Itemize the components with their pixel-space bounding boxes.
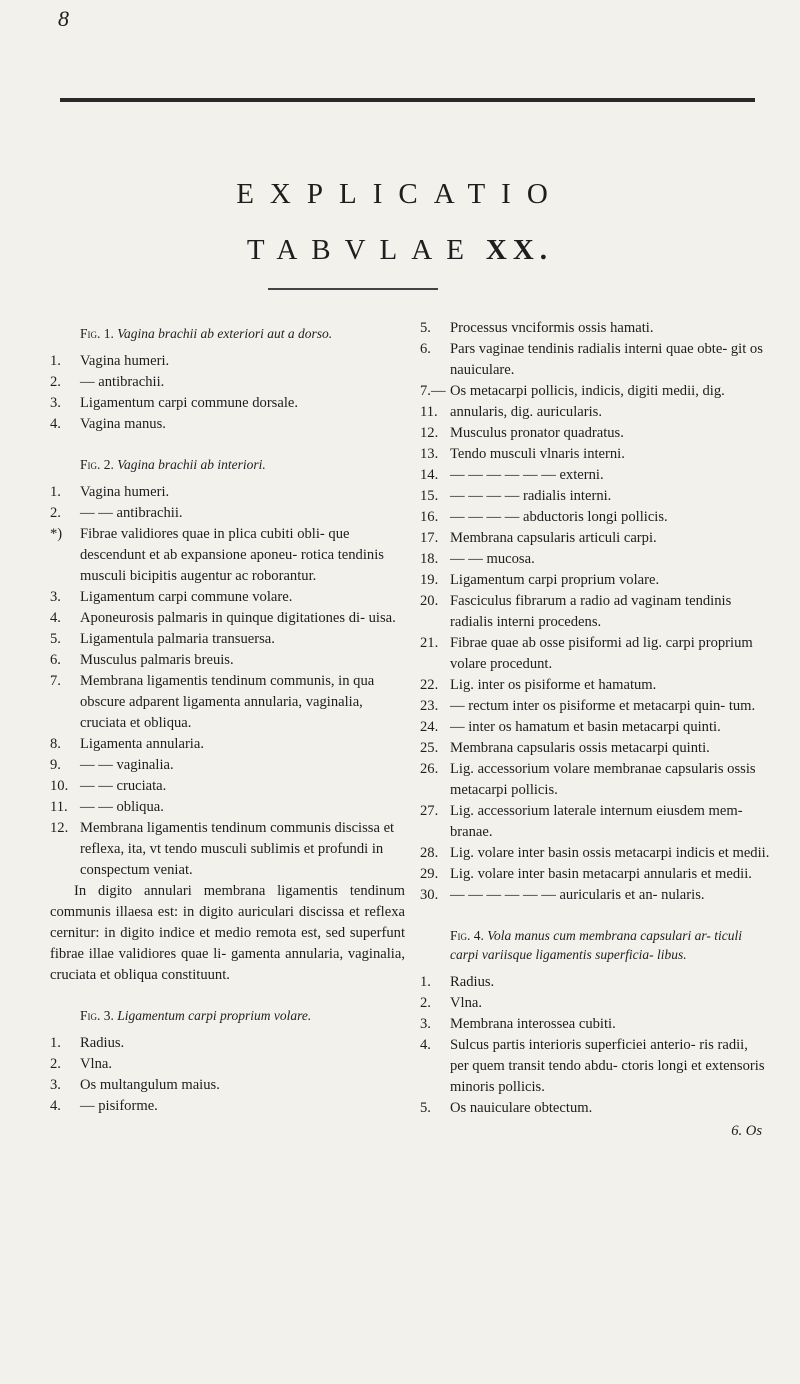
item-text: Ligamentum carpi commune dorsale. bbox=[80, 395, 299, 411]
item-number: 4. bbox=[50, 416, 61, 432]
item-number: 5. bbox=[420, 320, 431, 336]
list-item bbox=[50, 1033, 405, 1054]
item-number: 14. bbox=[420, 467, 439, 483]
list-item bbox=[50, 414, 405, 435]
list-item bbox=[50, 818, 405, 881]
item-number: 20. bbox=[420, 593, 439, 609]
list-item bbox=[50, 587, 405, 608]
item-text: — pisiforme. bbox=[80, 1098, 158, 1114]
item-number: 12. bbox=[50, 820, 69, 836]
title-word: TABVLAE bbox=[246, 234, 478, 266]
item-number: 23. bbox=[420, 698, 439, 714]
item-number: 1. bbox=[420, 974, 431, 990]
item-text: Musculus palmaris breuis. bbox=[80, 652, 234, 668]
item-text: Vlna. bbox=[80, 1056, 113, 1072]
item-text: — — vaginalia. bbox=[80, 757, 174, 773]
list-item bbox=[420, 570, 770, 591]
fig1-label: Fig. 1. bbox=[80, 326, 114, 341]
item-number: 6. bbox=[50, 652, 61, 668]
list-item bbox=[50, 671, 405, 734]
fig3-label: Fig. 3. bbox=[80, 1008, 114, 1023]
fig4-caption: Vola manus cum membrana capsulari ar- ticuli carpi variisque ligamentis superficia- libus. bbox=[450, 928, 742, 962]
item-text: — — — — — — externi. bbox=[450, 467, 604, 483]
item-text: Lig. accessorium volare membranae capsularis ossis metacarpi pollicis. bbox=[450, 761, 756, 798]
item-number: 13. bbox=[420, 446, 439, 462]
fig3-list bbox=[50, 1033, 405, 1117]
item-text: Ligamentum carpi commune volare. bbox=[80, 589, 293, 605]
fig3-caption: Ligamentum carpi proprium volare. bbox=[117, 1008, 312, 1023]
item-text: Ligamenta annularia. bbox=[80, 736, 204, 752]
item-text: Membrana ligamentis tendinum communis discissa et reflexa, ita, vt tendo musculi sublimis et profundi in conspectum veniat. bbox=[80, 820, 395, 878]
catchword: 6. Os bbox=[731, 1123, 762, 1139]
item-number: 15. bbox=[420, 488, 439, 504]
list-item bbox=[420, 885, 770, 906]
item-text: Membrana capsularis ossis metacarpi quinti. bbox=[450, 740, 710, 756]
item-text: — — mucosa. bbox=[450, 551, 535, 567]
list-item bbox=[420, 318, 770, 339]
list-item bbox=[420, 972, 770, 993]
list-item bbox=[50, 393, 405, 414]
list-item bbox=[50, 372, 405, 393]
fig4-heading bbox=[450, 926, 770, 964]
item-number: 1. bbox=[50, 1035, 61, 1051]
item-number: 4. bbox=[420, 1037, 431, 1053]
list-item bbox=[50, 629, 405, 650]
item-text: — antibrachii. bbox=[80, 374, 165, 390]
item-text: Vagina humeri. bbox=[80, 484, 170, 500]
item-text: — — obliqua. bbox=[80, 799, 164, 815]
list-item bbox=[420, 1098, 770, 1119]
item-text: — rectum inter os pisiforme et metacarpi quin- tum. bbox=[450, 698, 756, 714]
item-number: 1. bbox=[50, 484, 61, 500]
list-item bbox=[420, 465, 770, 486]
list-item bbox=[420, 759, 770, 801]
item-text: Lig. volare inter basin ossis metacarpi indicis et medii. bbox=[450, 845, 770, 861]
item-number: 3. bbox=[50, 589, 61, 605]
item-number: 4. bbox=[50, 610, 61, 626]
list-item bbox=[50, 608, 405, 629]
item-number: 1. bbox=[50, 353, 61, 369]
item-text: Vagina humeri. bbox=[80, 353, 170, 369]
item-number: 9. bbox=[50, 757, 61, 773]
list-item bbox=[420, 696, 770, 717]
list-item bbox=[50, 797, 405, 818]
item-text: Pars vaginae tendinis radialis interni quae obte- git os nauiculare. bbox=[450, 341, 763, 378]
item-number: 25. bbox=[420, 740, 439, 756]
list-item bbox=[50, 351, 405, 372]
fig2-label: Fig. 2. bbox=[80, 457, 114, 472]
item-text: Membrana ligamentis tendinum communis, in qua obscure adparent ligamenta annularia, vaginalia, cruciata et obliqua. bbox=[80, 673, 375, 731]
item-text: Vlna. bbox=[450, 995, 483, 1011]
item-text: — — — — radialis interni. bbox=[450, 488, 612, 504]
item-text: Radius. bbox=[450, 974, 495, 990]
fig2-list bbox=[50, 482, 405, 881]
item-text: — — — — — — auricularis et an- nularis. bbox=[450, 887, 705, 903]
list-item bbox=[420, 717, 770, 738]
item-number: 28. bbox=[420, 845, 439, 861]
top-rule bbox=[60, 98, 755, 102]
item-number: 26. bbox=[420, 761, 439, 777]
item-text: — — antibrachii. bbox=[80, 505, 183, 521]
fig2-caption: Vagina brachii ab interiori. bbox=[117, 457, 266, 472]
item-number: 5. bbox=[50, 631, 61, 647]
list-item bbox=[420, 549, 770, 570]
item-number: 24. bbox=[420, 719, 439, 735]
item-number: 6. bbox=[420, 341, 431, 357]
list-item bbox=[420, 381, 770, 423]
item-text: Lig. volare inter basin metacarpi annularis et medii. bbox=[450, 866, 752, 882]
list-item bbox=[420, 444, 770, 465]
item-number: 21. bbox=[420, 635, 439, 651]
list-item bbox=[50, 734, 405, 755]
list-item bbox=[420, 738, 770, 759]
list-item bbox=[420, 528, 770, 549]
item-number: 27. bbox=[420, 803, 439, 819]
item-number: 16. bbox=[420, 509, 439, 525]
item-number: 3. bbox=[50, 1077, 61, 1093]
item-text: Fasciculus fibrarum a radio ad vaginam tendinis radialis interni procedens. bbox=[450, 593, 732, 630]
item-text: Radius. bbox=[80, 1035, 125, 1051]
item-text: Ligamentum carpi proprium volare. bbox=[450, 572, 660, 588]
item-text: Ligamentula palmaria transuersa. bbox=[80, 631, 275, 647]
list-item bbox=[50, 650, 405, 671]
list-item bbox=[50, 1096, 405, 1117]
list-item bbox=[420, 591, 770, 633]
page-number: 8 bbox=[58, 6, 69, 31]
item-text: Vagina manus. bbox=[80, 416, 166, 432]
list-item bbox=[420, 339, 770, 381]
item-text: Fibrae quae ab osse pisiformi ad lig. carpi proprium volare procedunt. bbox=[450, 635, 753, 672]
item-text: Aponeurosis palmaris in quinque digitationes di- uisa. bbox=[80, 610, 396, 626]
item-number: *) bbox=[50, 526, 63, 542]
list-item bbox=[420, 486, 770, 507]
item-number: 2. bbox=[50, 374, 61, 390]
item-number: 2. bbox=[50, 505, 61, 521]
fig2-paragraph: In digito annulari membrana ligamentis tendinum communis illaesa est: in digito auriculari discissa et reflexa cernitur: in digito indice et medio remota est, sed superfunt fibrae illae validiores quae li- gamenta annularia, vaginalia, cruciata et obliqua constituunt. bbox=[50, 883, 405, 983]
item-number: 30. bbox=[420, 887, 439, 903]
item-number: 8. bbox=[50, 736, 61, 752]
list-item bbox=[50, 1054, 405, 1075]
left-column bbox=[50, 318, 405, 1117]
item-number: 22. bbox=[420, 677, 439, 693]
item-number: 4. bbox=[50, 1098, 61, 1114]
item-text: Membrana capsularis articuli carpi. bbox=[450, 530, 657, 546]
item-text: Lig. inter os pisiforme et hamatum. bbox=[450, 677, 657, 693]
item-text: — — — — abductoris longi pollicis. bbox=[450, 509, 668, 525]
item-number: 3. bbox=[50, 395, 61, 411]
item-text: — — cruciata. bbox=[80, 778, 167, 794]
list-item bbox=[420, 864, 770, 885]
item-number: 18. bbox=[420, 551, 439, 567]
item-number: 2. bbox=[420, 995, 431, 1011]
list-item bbox=[50, 1075, 405, 1096]
item-number: 12. bbox=[420, 425, 439, 441]
list-item bbox=[420, 993, 770, 1014]
title-line-2 bbox=[0, 234, 800, 267]
list-item bbox=[50, 503, 405, 524]
list-item bbox=[50, 524, 405, 587]
item-number: 19. bbox=[420, 572, 439, 588]
list-item bbox=[50, 482, 405, 503]
item-text: Lig. accessorium laterale internum eiusdem mem- branae. bbox=[450, 803, 743, 840]
item-number: 3. bbox=[420, 1016, 431, 1032]
item-text: Sulcus partis interioris superficiei anterio- ris radii, per quem transit tendo abdu- ctoris longi et extensoris minoris pollicis. bbox=[450, 1037, 765, 1095]
item-number: 11. bbox=[50, 799, 68, 815]
item-text: Os nauiculare obtectum. bbox=[450, 1100, 593, 1116]
item-number: 7.—11. bbox=[420, 383, 446, 420]
list-item bbox=[420, 675, 770, 696]
item-number: 29. bbox=[420, 866, 439, 882]
list-item bbox=[420, 801, 770, 843]
item-text: — inter os hamatum et basin metacarpi quinti. bbox=[450, 719, 721, 735]
fig1-caption: Vagina brachii ab exteriori aut a dorso. bbox=[117, 326, 333, 341]
list-item bbox=[50, 755, 405, 776]
item-text: Tendo musculi vlnaris interni. bbox=[450, 446, 625, 462]
item-number: 2. bbox=[50, 1056, 61, 1072]
title-number: XX. bbox=[485, 234, 554, 266]
item-text: Membrana interossea cubiti. bbox=[450, 1016, 616, 1032]
item-number: 5. bbox=[420, 1100, 431, 1116]
list-item bbox=[420, 1014, 770, 1035]
fig4-label: Fig. 4. bbox=[450, 928, 484, 943]
title-rule bbox=[268, 288, 438, 290]
list-item bbox=[420, 507, 770, 528]
item-text: Os multangulum maius. bbox=[80, 1077, 220, 1093]
list-item bbox=[420, 633, 770, 675]
list-item bbox=[420, 843, 770, 864]
item-number: 7. bbox=[50, 673, 61, 689]
fig1-list bbox=[50, 351, 405, 435]
fig2-heading bbox=[80, 455, 405, 474]
title-line-1: EXPLICATIO bbox=[236, 178, 564, 210]
item-text: Musculus pronator quadratus. bbox=[450, 425, 624, 441]
fig4-list bbox=[420, 972, 770, 1119]
item-text: Fibrae validiores quae in plica cubiti obli- que descendunt et ab expansione aponeu- rotica tendinis musculi bicipitis augentur ac roborantur. bbox=[80, 526, 384, 584]
list-item bbox=[420, 423, 770, 444]
item-text: Processus vnciformis ossis hamati. bbox=[450, 320, 654, 336]
right-column bbox=[420, 318, 770, 1142]
item-number: 17. bbox=[420, 530, 439, 546]
list-item bbox=[420, 1035, 770, 1098]
item-number: 10. bbox=[50, 778, 69, 794]
fig3-heading bbox=[80, 1006, 405, 1025]
list-item bbox=[50, 776, 405, 797]
fig1-heading bbox=[80, 324, 405, 343]
right-list bbox=[420, 318, 770, 906]
item-text: Os metacarpi pollicis, indicis, digiti medii, dig. annularis, dig. auricularis. bbox=[450, 383, 725, 420]
